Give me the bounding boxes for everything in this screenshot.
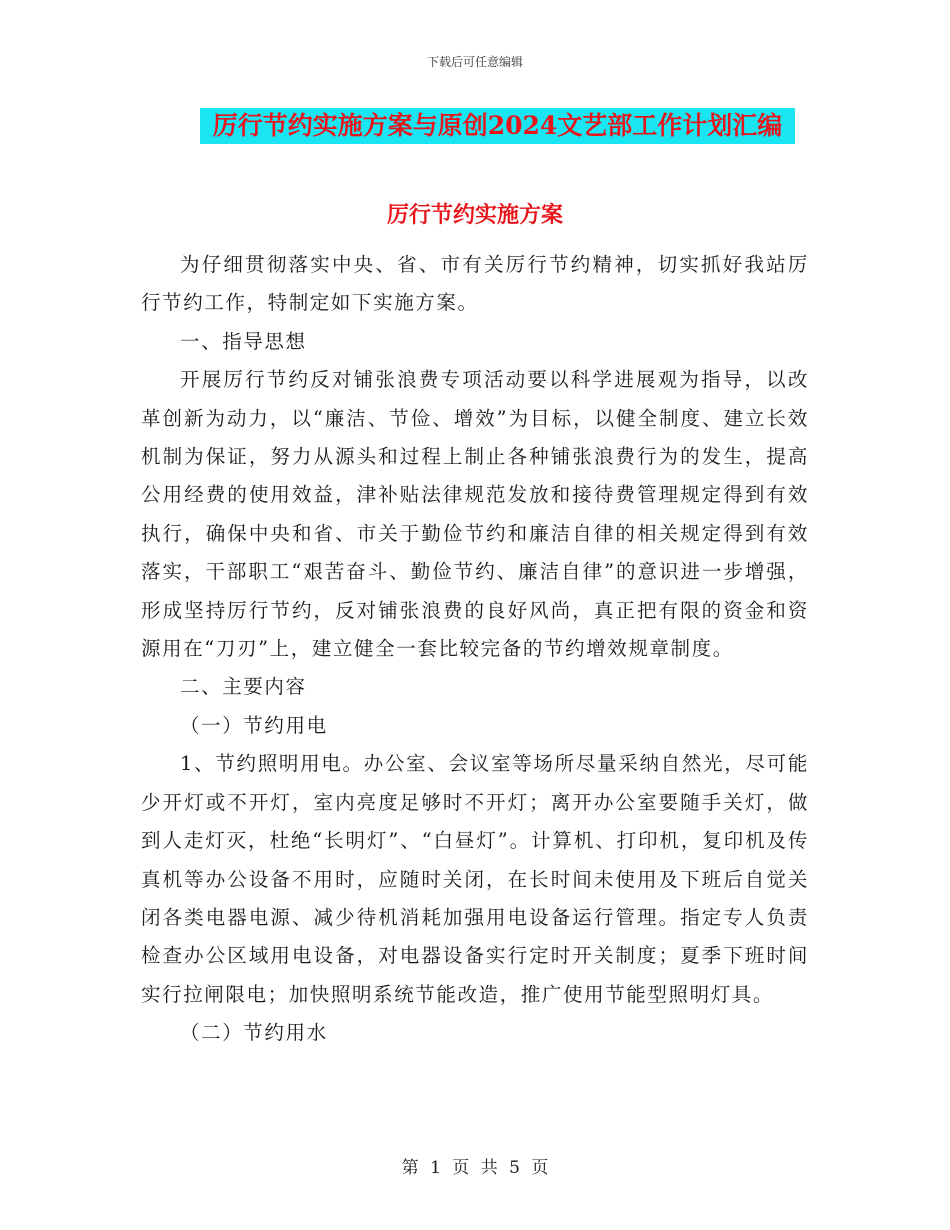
document-title: 厉行节约实施方案与原创2024文艺部工作计划汇编 bbox=[212, 111, 783, 140]
paragraph-save-lighting: 1、节约照明用电。办公室、会议室等场所尽量采纳自然光，尽可能少开灯或不开灯，室内亮度足够时不开灯；离开办公室要随手关灯，做到人走灯灭，杜绝“长明灯”、“白昼灯”。计算机、打印机，复印机及传真机等办公设备不用时，应随时关闭，在长时间未使用及下班后自觉关闭各类电器电源、减少待机消耗加强用电设备运行管理。指定专人负责检查办公区域用电设备，对电器设备实行定时开关制度；夏季下班时间实行拉闸限电；加快照明系统节能改造，推广使用节能型照明灯具。 bbox=[141, 752, 809, 1006]
section-title: 厉行节约实施方案 bbox=[386, 202, 563, 228]
paragraph-intro: 为仔细贯彻落实中央、省、市有关厉行节约精神，切实抓好我站厉行节约工作，特制定如下实施方案。 bbox=[141, 253, 809, 315]
heading-guiding-ideology: 一、指导思想 bbox=[180, 329, 307, 353]
page-footer: 第 1 页 共 5 页 bbox=[401, 1158, 549, 1178]
heading-save-water: （二）节约用水 bbox=[180, 1021, 328, 1045]
heading-save-electricity: （一）节约用电 bbox=[180, 713, 328, 737]
document-body bbox=[141, 246, 809, 1053]
paragraph-guiding-ideology: 开展厉行节约反对铺张浪费专项活动要以科学进展观为指导，以改革创新为动力，以“廉洁、节俭、增效”为目标，以健全制度、建立长效机制为保证，努力从源头和过程上制止各种铺张浪费行为的发生，提高公用经费的使用效益，津补贴法律规范发放和接待费管理规定得到有效执行，确保中央和省、市关于勤俭节约和廉洁自律的相关规定得到有效落实，干部职工“艰苦奋斗、勤俭节约、廉洁自律”的意识进一步增强，形成坚持厉行节约，反对铺张浪费的良好风尚，真正把有限的资金和资源用在“刀刃”上，建立健全一套比较完备的节约增效规章制度。 bbox=[141, 368, 809, 661]
heading-main-content: 二、主要内容 bbox=[180, 675, 307, 699]
header-note: 下载后可任意编辑 bbox=[426, 55, 523, 69]
